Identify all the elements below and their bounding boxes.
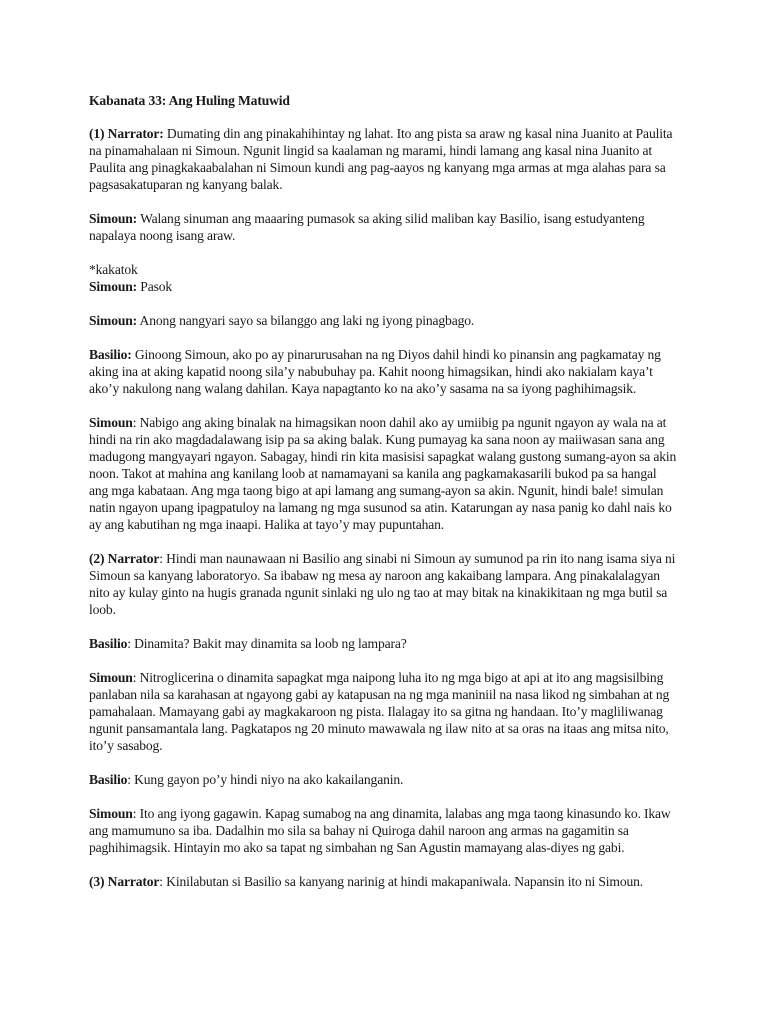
speaker-label: Simoun bbox=[89, 806, 133, 821]
simoun-line-5 bbox=[89, 669, 677, 754]
speaker-label: Basilio: bbox=[89, 347, 132, 362]
simoun-line-2 bbox=[89, 278, 677, 295]
narrator-paragraph-1 bbox=[89, 125, 677, 193]
basilio-line-1 bbox=[89, 346, 677, 397]
basilio-line-2 bbox=[89, 635, 677, 652]
dialogue-text: Anong nangyari sayo sa bilanggo ang laki ng iyong pinagbago. bbox=[137, 313, 475, 328]
speaker-label: (3) Narrator bbox=[89, 874, 160, 889]
dialogue-text: Walang sinuman ang maaaring pumasok sa aking silid maliban kay Basilio, isang estudyanteng napalaya noong isang araw. bbox=[89, 211, 645, 243]
narrator-paragraph-2 bbox=[89, 550, 677, 618]
dialogue-text: : Nabigo ang aking binalak na himagsikan noon dahil ako ay umiibig pa ngunit ngayon ay wala na at hindi na rin ako magdadalawang isip pa sa aking balak. Kung pumayag ka sana noon ay maiiwasan sana ang madugong mangyayari ngayon. Sabagay, hindi rin kita masisisi sapagkat walang gustong sumang-ayon sa akin noon. Takot at mahina ang kanilang loob at namamayani sa kanila ang pagkamakasarili bukod pa sa hangal ang mga kabataan. Ang mga taong bigo at api lamang ang sumang-ayon sa akin. Ngunit, hindi bale! simulan natin ngayon upang ipagpatuloy na lamang ng mga susunod sa atin. Katarungan ay nasa panig ko dahl nais ko ay ang kabutihan ng mga inaapi. Halika at tayo’y may pupuntahan. bbox=[89, 415, 677, 532]
dialogue-text: : Ito ang iyong gagawin. Kapag sumabog na ang dinamita, lalabas ang mga taong kinasundo ko. Ikaw ang mamumuno sa iba. Dadalhin mo sila sa bahay ni Quiroga dahil naroon ang armas na gagamitin sa paghihimagsik. Hintayin mo ako sa tapat ng simbahan ng San Agustin mamayang alas-diyes ng gabi. bbox=[89, 806, 671, 855]
stage-direction-text: *kakatok bbox=[89, 262, 138, 277]
speaker-label: Simoun bbox=[89, 670, 133, 685]
dialogue-text: : Nitroglicerina o dinamita sapagkat mga naipong luha ito ng mga bigo at api at ito ang magsisilbing panlaban nila sa karahasan at ngayong gabi ay katapusan na ng mga maniniil na nasa likod ng simbahan at ng pamahalaan. Mamayang gabi ay magkakaroon ng pista. Ilalagay ito sa gitna ng handaan. Ito’y magliliwanag ngunit pansamantala lang. Pagkatapos ng 20 minuto mawawala ng ilaw nito at sa oras na itaas ang mitsa nito, ito’y sasabog. bbox=[89, 670, 670, 753]
speaker-label: (1) Narrator: bbox=[89, 126, 164, 141]
simoun-line-6 bbox=[89, 805, 677, 856]
speaker-label: Simoun bbox=[89, 415, 133, 430]
dialogue-text: : Dinamita? Bakit may dinamita sa loob ng lampara? bbox=[127, 636, 407, 651]
dialogue-text: : Hindi man naunawaan ni Basilio ang sinabi ni Simoun ay sumunod pa rin ito nang isama siya ni Simoun sa kanyang laboratoryo. Sa ibabaw ng mesa ay naroon ang kakaibang lampara. Ang pinakalalagyan nito ay kulay ginto na hugis granada ngunit sinlaki ng ulo ng tao at may bitak na kinakikitaan ng mga butil sa loob. bbox=[89, 551, 676, 617]
simoun-line-4 bbox=[89, 414, 677, 533]
stage-direction bbox=[89, 261, 677, 278]
document-page bbox=[89, 92, 677, 907]
dialogue-text: : Kinilabutan si Basilio sa kanyang narinig at hindi makapaniwala. Napansin ito ni Simoun. bbox=[159, 874, 644, 889]
speaker-label: (2) Narrator bbox=[89, 551, 160, 566]
simoun-line-1 bbox=[89, 210, 677, 244]
speaker-label: Simoun: bbox=[89, 313, 138, 328]
basilio-line-3 bbox=[89, 771, 677, 788]
speaker-label: Basilio bbox=[89, 772, 128, 787]
dialogue-text: Dumating din ang pinakahihintay ng lahat. Ito ang pista sa araw ng kasal nina Juanito at Paulita na pinamahalaan ni Simoun. Ngunit lingid sa kaalaman ng marami, hindi lamang ang kasal nina Juanito at Paulita ang pinagkakaabalahan ni Simoun kundi ang pag-aayos ng kanyang mga armas at mga alahas para sa pagsasakatuparan ng kanyang balak. bbox=[89, 126, 673, 192]
dialogue-text: Ginoong Simoun, ako po ay pinarurusahan na ng Diyos dahil hindi ko pinansin ang pagkamatay ng aking ina at aking kapatid noong sila’y nabubuhay pa. Kahit noong himagsikan, hindi ako nakialam kaya’t ako’y nakulong nang walang dahilan. Kaya napagtanto ko na ako’y sasama na sa iyong paghihimagsik. bbox=[89, 347, 661, 396]
narrator-paragraph-3 bbox=[89, 873, 677, 890]
speaker-label: Simoun: bbox=[89, 279, 138, 294]
dialogue-text: Pasok bbox=[137, 279, 173, 294]
chapter-title: Kabanata 33: Ang Huling Matuwid bbox=[89, 93, 290, 108]
dialogue-text: : Kung gayon po’y hindi niyo na ako kakailanganin. bbox=[127, 772, 404, 787]
simoun-line-3 bbox=[89, 312, 677, 329]
speaker-label: Basilio bbox=[89, 636, 128, 651]
speaker-label: Simoun: bbox=[89, 211, 138, 226]
